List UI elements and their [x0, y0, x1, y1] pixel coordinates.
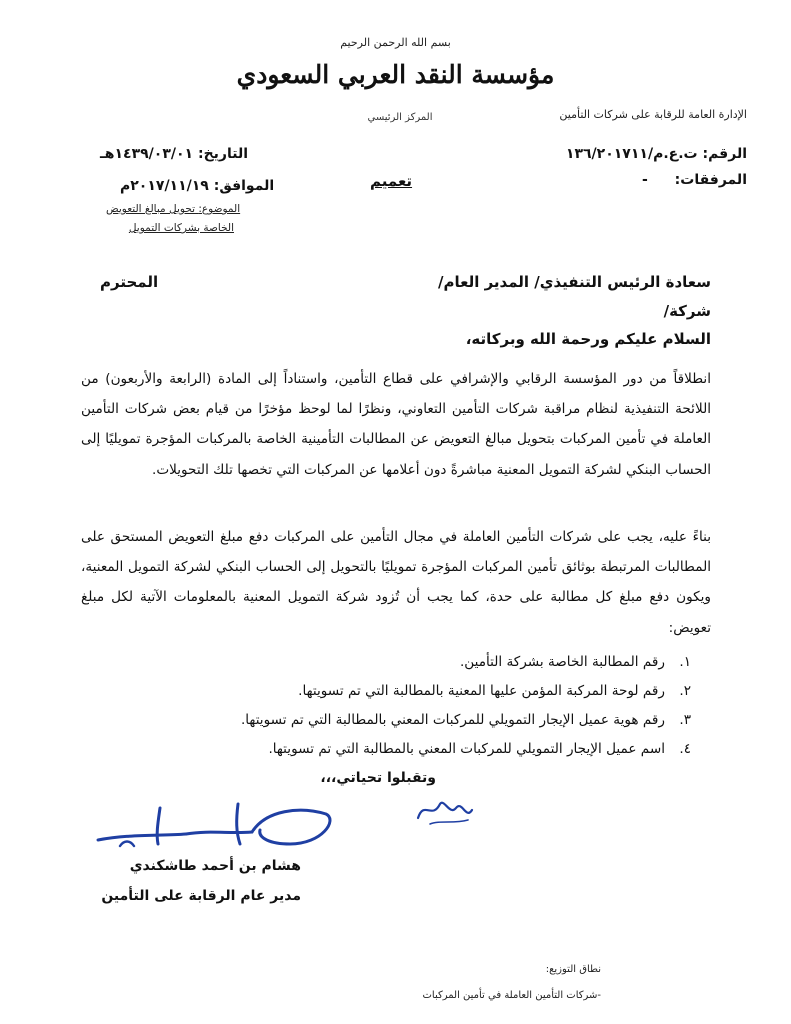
- subject-label: الموضوع:: [198, 203, 241, 215]
- list-item: [131, 706, 691, 735]
- requirements-list: [131, 648, 691, 764]
- closing-line: وتقبلوا تحياتي،،،: [320, 770, 436, 786]
- list-item-text: رقم لوحة المركبة المؤمن عليها المعنية بالمطالبة التي تم تسويتها.: [298, 683, 665, 699]
- basmala: بسم الله الرحمن الرحيم: [340, 36, 451, 49]
- organization-logo-text: مؤسسة النقد العربي السعودي: [236, 60, 555, 89]
- reference-value: ت.ع.م/١٣٦/٢٠١٧١١: [565, 146, 698, 162]
- signature-icon: [90, 800, 340, 862]
- list-item-number: ٣.: [679, 712, 691, 728]
- subject-line1: تحويل مبالغ التعويض: [106, 203, 196, 215]
- department-name: الإدارة العامة للرقابة على شركات التأمين: [559, 108, 747, 121]
- attachments-value: -: [641, 172, 648, 188]
- subject: [106, 203, 240, 215]
- signer-title: مدير عام الرقابة على التأمين: [101, 888, 301, 904]
- list-item-number: ١.: [679, 654, 691, 670]
- attachments: [642, 172, 747, 188]
- company-line: شركة/: [663, 302, 711, 320]
- attachments-label: المرفقات:: [674, 172, 747, 188]
- signer-name: هشام بن أحمد طاشكندي: [129, 858, 301, 874]
- greeting: السلام عليكم ورحمة الله وبركاته،: [465, 330, 711, 348]
- body-paragraph-1: انطلاقاً من دور المؤسسة الرقابي والإشرافي على قطاع التأمين، واستناداً إلى المادة (الرابعة والأربعون) من اللائحة التنفيذية لنظام مراقبة شركات التأمين التعاوني، ونظرًا لما لوحظ مؤخرًا من قيام بعض شركات التأمين العاملة في تأمين المركبات بتحويل مبالغ التعويض عن المطالبات التأمينية الخاصة بالمركبات المؤجرة تمويليًا إلى الحساب البنكي لشركة التمويل المعنية مباشرةً دون أعلامها عن المركبات التي تخصها تلك التحويلات.: [81, 371, 711, 478]
- gregorian-value: ٢٠١٧/١١/١٩م: [120, 178, 209, 194]
- center-subtitle: المركز الرئيسي: [367, 112, 433, 123]
- list-item: [131, 677, 691, 706]
- list-item-text: رقم هوية عميل الإيجار التمويلي للمركبات المعني بالمطالبة التي تم تسويتها.: [240, 712, 665, 728]
- distribution-item: -شركات التأمين العاملة في تأمين المركبات: [422, 990, 601, 1001]
- gregorian-date: [120, 178, 274, 194]
- circular-heading: تعميم: [370, 172, 413, 190]
- reference-label: الرقم:: [702, 146, 747, 162]
- initials-mark-icon: [410, 790, 480, 830]
- list-item-text: اسم عميل الإيجار التمويلي للمركبات المعني بالمطالبة التي تم تسويتها.: [268, 741, 665, 757]
- reference-number: [566, 146, 747, 162]
- list-item-text: رقم المطالبة الخاصة بشركة التأمين.: [459, 654, 665, 670]
- list-item: [131, 735, 691, 764]
- gregorian-label: الموافق:: [213, 178, 275, 194]
- subject-line2: الخاصة بشركات التمويل: [128, 222, 234, 234]
- list-item: [131, 648, 691, 677]
- date-label: التاريخ:: [197, 146, 249, 162]
- list-item-number: ٢.: [679, 683, 691, 699]
- body-paragraph-2: بناءً عليه، يجب على شركات التأمين العاملة في مجال التأمين على المركبات دفع مبلغ التعويض المستحق على المطالبات المرتبطة بوثائق تأمين المركبات المؤجرة تمويليًا بالتحويل إلى الحساب البنكي لشركة التمويل المعنية، ويكون دفع مبلغ كل مطالبة على حدة، كما يجب أن تُزود شركة التمويل المعنية بالمعلومات الآتية لكل مبلغ تعويض:: [81, 529, 711, 636]
- date-value: ١٤٣٩/٠٣/٠١هـ: [100, 146, 194, 162]
- hijri-date: [100, 146, 248, 162]
- respect-word: المحترم: [100, 273, 159, 291]
- list-item-number: ٤.: [679, 741, 691, 757]
- distribution-label: نطاق التوزيع:: [545, 964, 601, 975]
- recipient-title: سعادة الرئيس التنفيذي/ المدير العام/: [438, 273, 711, 291]
